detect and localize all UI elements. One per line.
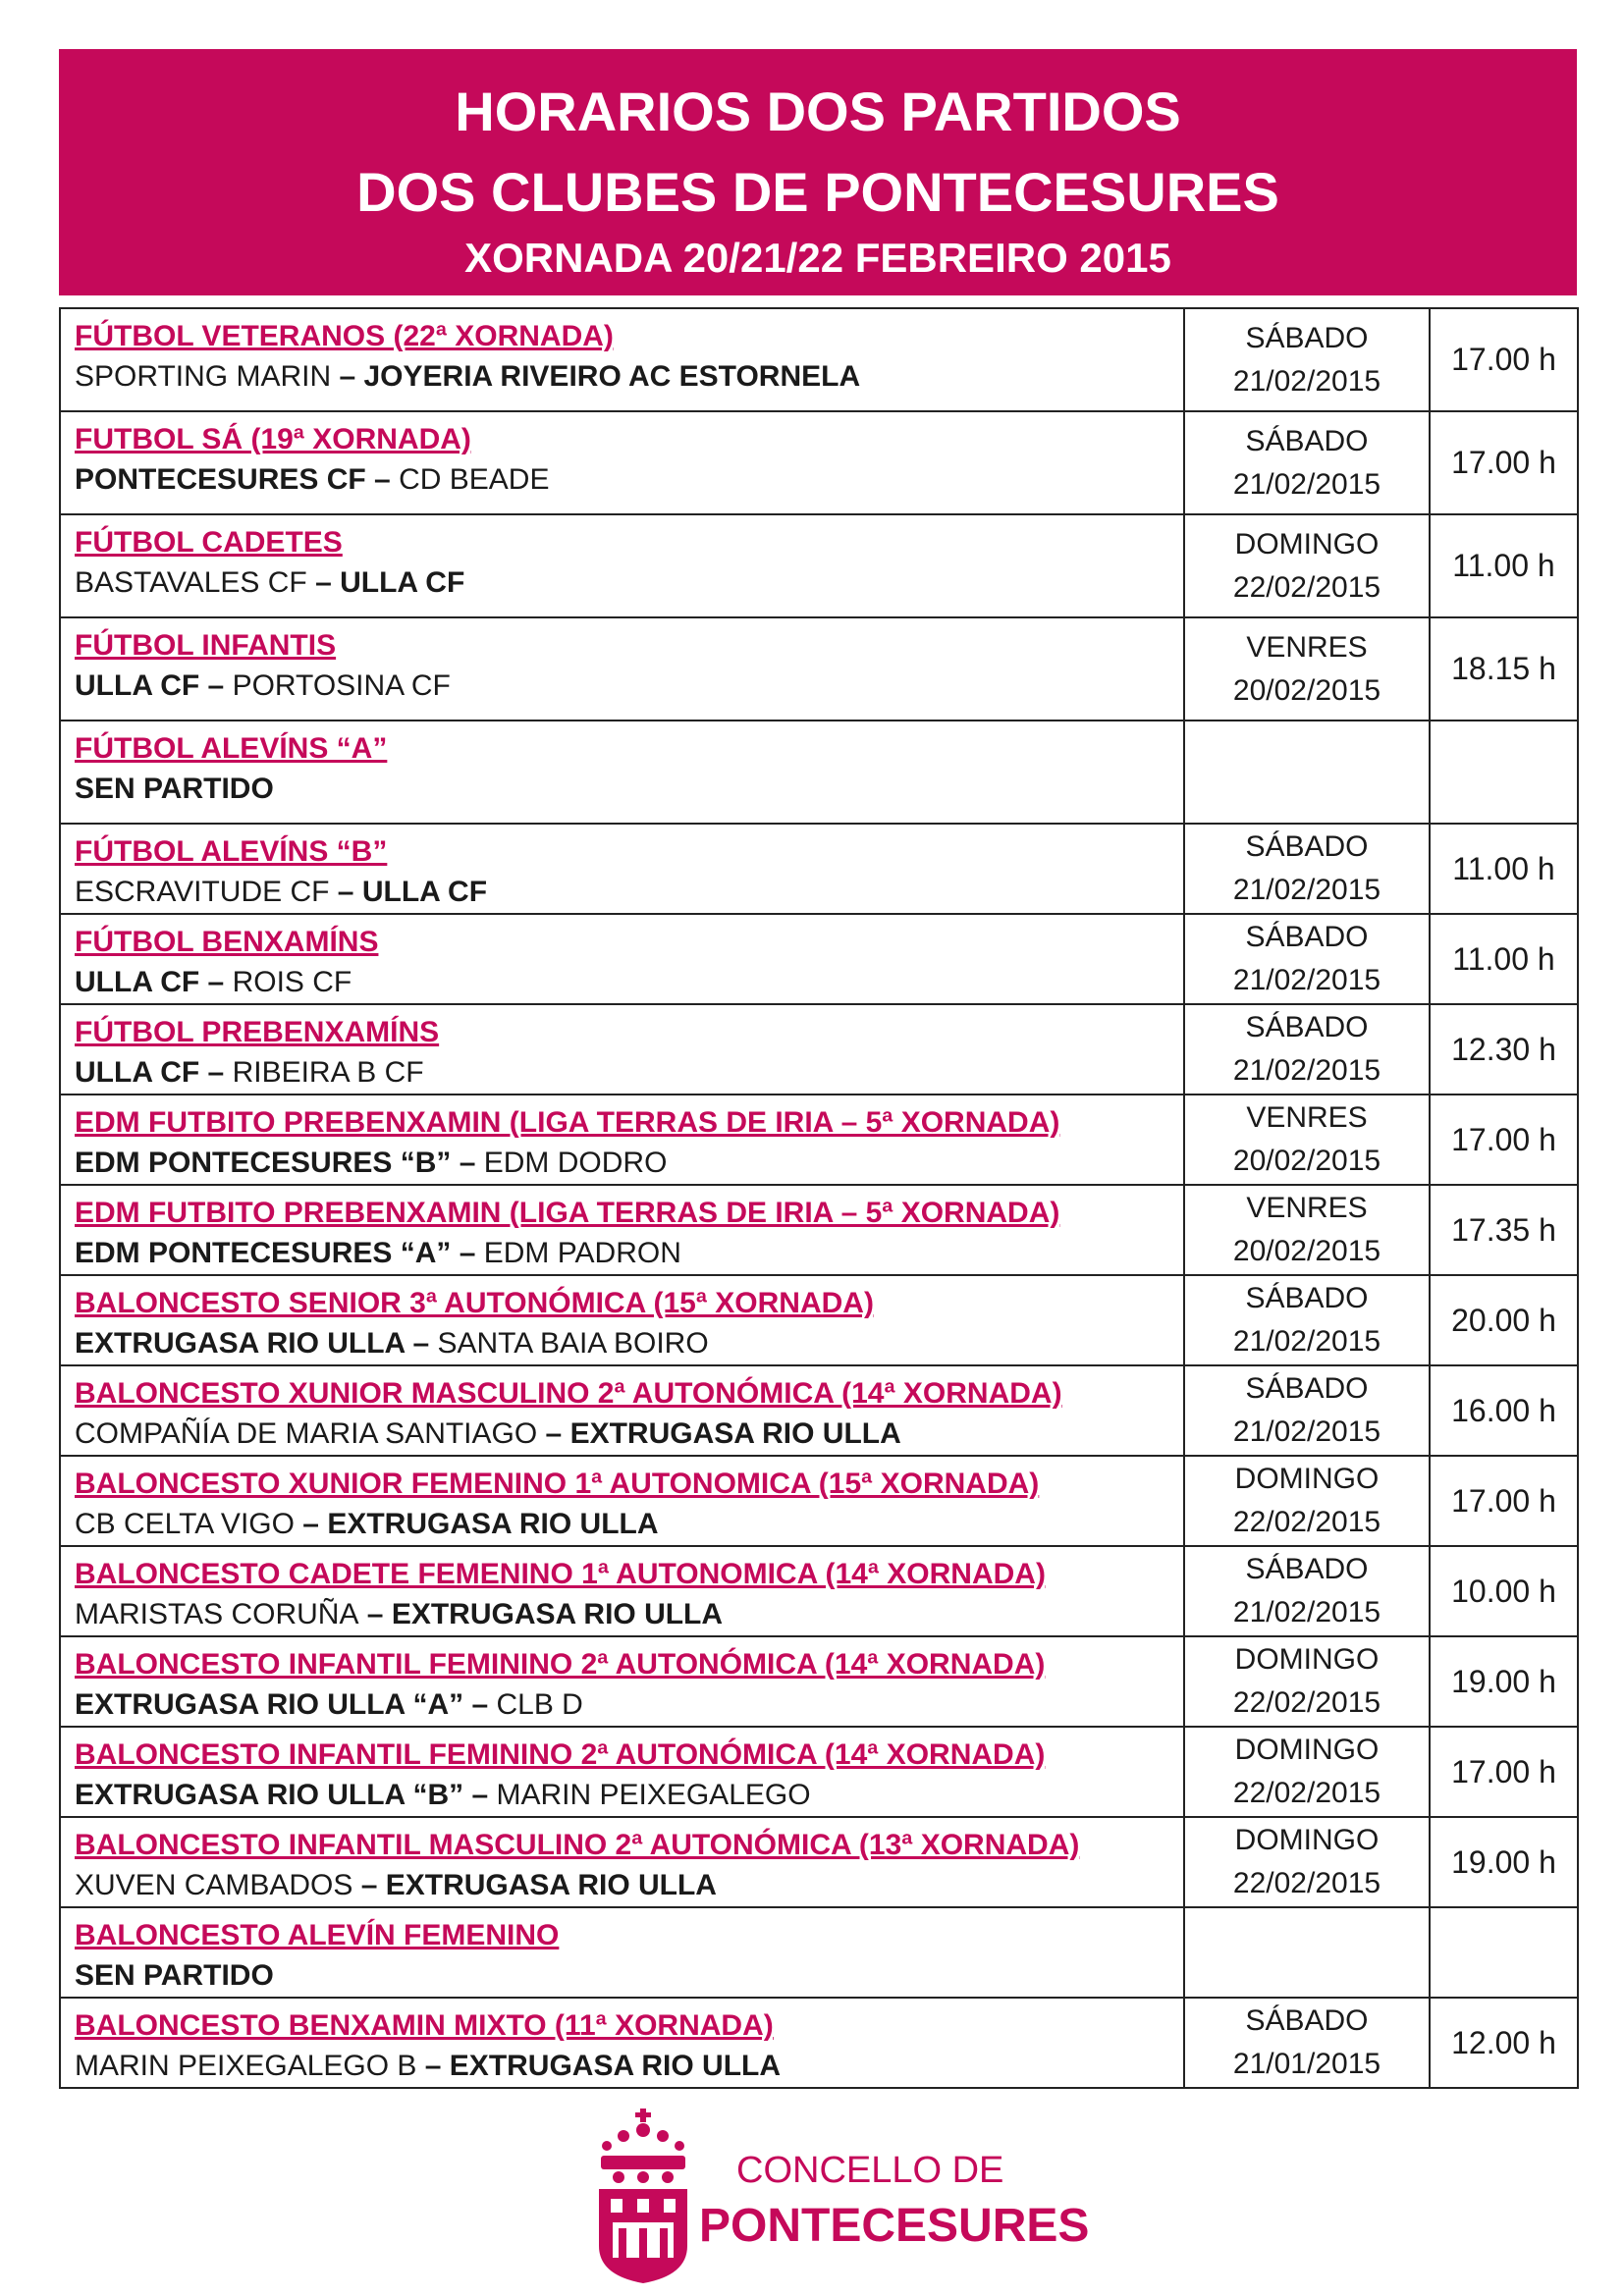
match-day-cell [1184,1004,1430,1095]
page-title-line1: HORARIOS DOS PARTIDOS [455,80,1181,142]
match-weekday: SÁBADO [1245,830,1369,863]
match-cell [60,824,1184,914]
match-day-cell [1184,1365,1430,1456]
team-separator: – [331,360,364,393]
away-team: ROIS CF [232,966,352,998]
match-time: 18.15 h [1430,617,1578,721]
team-separator: – [365,463,400,496]
away-team: EXTRUGASA RIO ULLA [569,1417,901,1450]
match-time: 17.00 h [1430,411,1578,514]
match-day-cell [1184,617,1430,721]
title-banner [59,49,1577,295]
match-weekday: DOMINGO [1234,527,1380,561]
table-row [60,1546,1578,1636]
match-weekday: SÁBADO [1245,2004,1369,2037]
team-separator: – [463,1688,497,1721]
match-day-cell [1184,411,1430,514]
match-time: 12.30 h [1430,1004,1578,1095]
match-date: 21/02/2015 [1232,1415,1381,1448]
home-team: EXTRUGASA RIO ULLA “A” [75,1688,464,1721]
match-weekday: SÁBADO [1245,321,1369,354]
footer-line1: CONCELLO DE [736,2150,1004,2191]
away-team: ULLA CF [361,876,488,908]
match-date: 21/02/2015 [1232,364,1381,398]
away-team: JOYERIA RIVEIRO AC ESTORNELA [363,360,861,393]
team-separator: – [463,1779,497,1811]
away-team: SANTA BAIA BOIRO [437,1327,709,1360]
match-weekday: SÁBADO [1245,1372,1369,1405]
match-time: 12.00 h [1430,1998,1578,2088]
match-category: BALONCESTO INFANTIL FEMININO 2ª AUTONÓMICA (14ª XORNADA) [75,1648,1046,1681]
match-category: FÚTBOL ALEVÍNS “A” [75,732,388,765]
match-cell [60,1817,1184,1907]
match-cell [60,914,1184,1004]
home-team: ULLA CF [75,669,200,702]
match-cell [60,514,1184,617]
match-weekday: SÁBADO [1245,1553,1369,1585]
team-separator: – [451,1237,484,1269]
match-weekday: VENRES [1246,630,1368,664]
match-time: 17.35 h [1430,1185,1578,1275]
table-row [60,308,1578,411]
match-date: 20/02/2015 [1232,673,1381,707]
match-category: FÚTBOL PREBENXAMÍNS [75,1016,440,1048]
table-row [60,411,1578,514]
home-team: EDM PONTECESURES “B” [75,1147,452,1179]
home-team: ESCRAVITUDE CF [75,876,330,908]
table-row [60,1636,1578,1727]
home-team: ULLA CF [75,966,200,998]
table-row [60,514,1578,617]
page-title-line2: DOS CLUBES DE PONTECESURES [356,161,1279,223]
team-separator: – [306,566,341,599]
match-teams [75,1414,1183,1455]
match-day-cell [1184,1275,1430,1365]
table-row [60,1095,1578,1185]
match-date: 22/02/2015 [1232,1777,1381,1809]
match-date: 22/02/2015 [1232,1686,1381,1719]
match-date: 21/02/2015 [1232,964,1381,996]
match-day-cell [1184,1185,1430,1275]
match-cell [60,1998,1184,2088]
match-teams [75,1052,1183,1094]
home-team: EDM PONTECESURES “A” [75,1237,452,1269]
match-cell [60,1727,1184,1817]
match-date: 22/02/2015 [1232,1506,1381,1538]
home-team: XUVEN CAMBADOS [75,1869,353,1901]
match-category: BALONCESTO CADETE FEMENINO 1ª AUTONOMICA (14ª XORNADA) [75,1558,1046,1590]
match-teams [75,1143,1183,1184]
team-separator: – [416,2050,450,2082]
match-date: 21/02/2015 [1232,874,1381,906]
match-teams [75,562,1183,604]
footer-line2: PONTECESURES [699,2200,1090,2252]
table-row [60,914,1578,1004]
match-teams [75,666,1183,707]
match-teams [75,1504,1183,1545]
match-date: 20/02/2015 [1232,1145,1381,1177]
match-day-cell [1184,824,1430,914]
match-teams [75,1594,1183,1635]
match-category: FÚTBOL VETERANOS (22ª XORNADA) [75,320,614,352]
home-team: BASTAVALES CF [75,566,307,599]
match-day-cell [1184,914,1430,1004]
table-row [60,1727,1578,1817]
team-separator: – [358,1598,392,1630]
match-cell [60,1095,1184,1185]
table-row [60,1907,1578,1998]
away-team: CLB D [496,1688,583,1721]
page-subtitle: XORNADA 20/21/22 FEBREIRO 2015 [464,235,1171,281]
match-category: FÚTBOL INFANTIS [75,629,337,662]
table-row [60,1998,1578,2088]
table-row [60,1185,1578,1275]
match-time: 17.00 h [1430,1456,1578,1546]
match-day-cell [1184,1095,1430,1185]
match-day-cell [1184,1456,1430,1546]
match-category: BALONCESTO ALEVÍN FEMENINO [75,1919,560,1951]
match-category: BALONCESTO XUNIOR MASCULINO 2ª AUTONÓMICA (14ª XORNADA) [75,1377,1062,1410]
match-weekday: DOMINGO [1234,1734,1380,1766]
match-date: 20/02/2015 [1232,1235,1381,1267]
match-teams [75,356,1183,398]
match-category: FÚTBOL BENXAMÍNS [75,926,379,958]
home-team: PONTECESURES CF [75,463,366,496]
home-team: EXTRUGASA RIO ULLA [75,1327,406,1360]
match-teams [75,1323,1183,1364]
team-separator: – [405,1327,438,1360]
match-teams [75,962,1183,1003]
match-day-cell [1184,308,1430,411]
match-date: 21/02/2015 [1232,1054,1381,1087]
match-time [1430,1907,1578,1998]
match-time: 11.00 h [1430,914,1578,1004]
match-time: 20.00 h [1430,1275,1578,1365]
match-time: 19.00 h [1430,1636,1578,1727]
team-separator: – [199,669,233,702]
away-team: EXTRUGASA RIO ULLA [449,2050,782,2082]
footer-logo [589,2109,1090,2285]
home-team: SEN PARTIDO [75,1959,274,1992]
team-separator: – [294,1508,328,1540]
match-day-cell [1184,1727,1430,1817]
match-date: 21/02/2015 [1232,1325,1381,1358]
match-teams [75,1955,1183,1997]
match-category: BALONCESTO INFANTIL MASCULINO 2ª AUTONÓMICA (13ª XORNADA) [75,1829,1080,1861]
match-category: FUTBOL SÁ (19ª XORNADA) [75,423,471,455]
match-category: FÚTBOL CADETES [75,526,343,559]
match-cell [60,1636,1184,1727]
match-category: BALONCESTO SENIOR 3ª AUTONÓMICA (15ª XORNADA) [75,1287,874,1319]
away-team: EXTRUGASA RIO ULLA [391,1598,724,1630]
away-team: PORTOSINA CF [232,669,451,702]
home-team: SEN PARTIDO [75,773,274,805]
home-team: MARIN PEIXEGALEGO B [75,2050,417,2082]
team-separator: – [329,876,362,908]
match-weekday: VENRES [1246,1192,1368,1224]
match-date: 21/02/2015 [1232,1596,1381,1629]
match-teams [75,1684,1183,1726]
team-separator: – [352,1869,386,1901]
match-weekday: DOMINGO [1234,1463,1380,1495]
match-cell [60,1004,1184,1095]
match-date: 21/01/2015 [1232,2048,1381,2080]
home-team: CB CELTA VIGO [75,1508,295,1540]
match-weekday: DOMINGO [1234,1643,1380,1676]
home-team: EXTRUGASA RIO ULLA “B” [75,1779,464,1811]
match-time: 17.00 h [1430,308,1578,411]
match-teams [75,872,1183,913]
match-day-cell [1184,1998,1430,2088]
home-team: SPORTING MARIN [75,360,332,393]
table-row [60,1817,1578,1907]
away-team: EDM PADRON [483,1237,681,1269]
away-team: EDM DODRO [483,1147,668,1179]
match-weekday: SÁBADO [1245,424,1369,457]
crest-icon [589,2109,697,2285]
match-cell [60,1546,1184,1636]
match-category: EDM FUTBITO PREBENXAMIN (LIGA TERRAS DE IRIA – 5ª XORNADA) [75,1197,1060,1229]
match-day-cell [1184,1636,1430,1727]
away-team: MARIN PEIXEGALEGO [496,1779,811,1811]
match-time: 17.00 h [1430,1095,1578,1185]
table-row [60,824,1578,914]
match-date: 22/02/2015 [1232,570,1381,604]
match-time: 16.00 h [1430,1365,1578,1456]
match-time: 11.00 h [1430,824,1578,914]
team-separator: – [537,1417,570,1450]
table-row [60,1004,1578,1095]
match-cell [60,1275,1184,1365]
match-category: BALONCESTO INFANTIL FEMININO 2ª AUTONÓMICA (14ª XORNADA) [75,1738,1046,1771]
away-team: RIBEIRA B CF [232,1056,424,1089]
schedule-table [59,307,1579,2089]
match-date: 21/02/2015 [1232,467,1381,501]
match-cell [60,1185,1184,1275]
match-teams [75,459,1183,501]
match-date: 22/02/2015 [1232,1867,1381,1899]
match-cell [60,1365,1184,1456]
match-cell [60,1907,1184,1998]
match-cell [60,411,1184,514]
match-cell [60,721,1184,824]
table-row [60,1275,1578,1365]
match-category: FÚTBOL ALEVÍNS “B” [75,835,388,868]
away-team: EXTRUGASA RIO ULLA [327,1508,659,1540]
away-team: EXTRUGASA RIO ULLA [385,1869,717,1901]
match-time: 10.00 h [1430,1546,1578,1636]
team-separator: – [199,1056,233,1089]
match-day-cell [1184,1907,1430,1998]
table-row [60,1456,1578,1546]
match-cell [60,308,1184,411]
team-separator: – [199,966,233,998]
match-cell [60,617,1184,721]
table-row [60,1365,1578,1456]
match-category: BALONCESTO XUNIOR FEMENINO 1ª AUTONOMICA (15ª XORNADA) [75,1468,1040,1500]
table-row [60,617,1578,721]
match-day-cell [1184,514,1430,617]
home-team: MARISTAS CORUÑA [75,1598,359,1630]
match-weekday: SÁBADO [1245,1282,1369,1314]
table-row [60,721,1578,824]
team-separator: – [451,1147,484,1179]
match-teams [75,1865,1183,1906]
home-team: ULLA CF [75,1056,200,1089]
match-weekday: SÁBADO [1245,921,1369,953]
match-weekday: DOMINGO [1234,1824,1380,1856]
home-team: COMPAÑÍA DE MARIA SANTIAGO [75,1417,538,1450]
match-time [1430,721,1578,824]
match-time: 11.00 h [1430,514,1578,617]
match-time: 19.00 h [1430,1817,1578,1907]
match-day-cell [1184,1817,1430,1907]
match-weekday: VENRES [1246,1101,1368,1134]
match-day-cell [1184,1546,1430,1636]
match-teams [75,1233,1183,1274]
match-teams [75,769,1183,810]
match-category: EDM FUTBITO PREBENXAMIN (LIGA TERRAS DE IRIA – 5ª XORNADA) [75,1106,1060,1139]
match-cell [60,1456,1184,1546]
away-team: ULLA CF [340,566,465,599]
match-category: BALONCESTO BENXAMIN MIXTO (11ª XORNADA) [75,2009,774,2042]
match-day-cell [1184,721,1430,824]
match-teams [75,1775,1183,1816]
match-teams [75,2046,1183,2087]
away-team: CD BEADE [399,463,550,496]
match-weekday: SÁBADO [1245,1011,1369,1043]
match-time: 17.00 h [1430,1727,1578,1817]
